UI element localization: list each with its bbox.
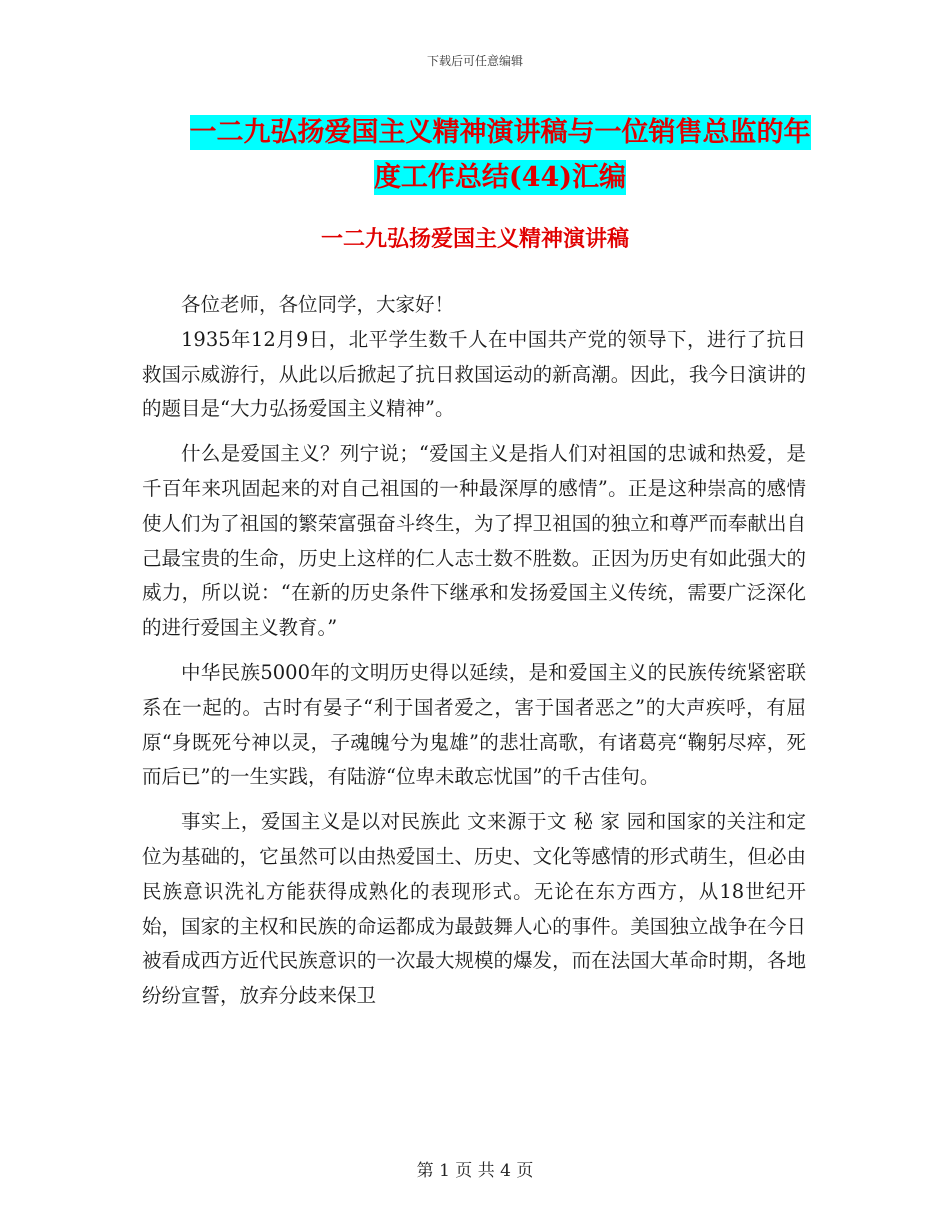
section-heading: 一二九弘扬爱国主义精神演讲稿 [320, 226, 629, 252]
document-title-line-1 [140, 110, 860, 156]
paragraph-4: 事实上，爱国主义是以对民族此 文来源于文 秘 家 园和国家的关注和定位为基础的，它虽然可以由热爱国土、历史、文化等感情的形式萌生，但必由民族意识洗礼方能获得成熟化的表现形式。无论在东方西方，从18世纪开始，国家的主权和民族的命运都成为最鼓舞人心的事件。美国独立战争在今日被看成西方近代民族意识的一次最大规模的爆发，而在法国大革命时期，各地纷纷宣誓，放弃分歧来保卫 [142, 810, 806, 1008]
header-note: 下载后可任意编辑 [426, 54, 523, 68]
paragraph-3: 中华民族5000年的文明历史得以延续，是和爱国主义的民族传统紧密联系在一起的。古时有晏子“利于国者爱之，害于国者恶之”的大声疾呼，有屈原“身既死兮神以灵，子魂魄兮为鬼雄”的悲壮高歌，有诸葛亮“鞠躬尽瘁，死而后已”的一生实践，有陆游“位卑未敢忘忧国”的千古佳句。 [142, 660, 806, 789]
document-title-line-2 [140, 155, 860, 201]
title-highlight-2: 度工作总结(44)汇编 [373, 162, 627, 193]
title-highlight-1: 一二九弘扬爱国主义精神演讲稿与一位销售总监的年 [189, 117, 811, 148]
paragraph-2: 什么是爱国主义？列宁说；“爱国主义是指人们对祖国的忠诚和热爱，是千百年来巩固起来的对自己祖国的一种最深厚的感情”。正是这种崇高的感情使人们为了祖国的繁荣富强奋斗终生，为了捍卫祖国的独立和尊严而奉献出自己最宝贵的生命，历史上这样的仁人志士数不胜数。正因为历史有如此强大的威力，所以说：“在新的历史条件下继承和发扬爱国主义传统，需要广泛深化的进行爱国主义教育。” [142, 442, 806, 640]
page-number: 第 1 页 共 4 页 [416, 1161, 534, 1181]
paragraph-1: 1935年12月9日，北平学生数千人在中国共产党的领导下，进行了抗日救国示威游行，从此以后掀起了抗日救国运动的新高潮。因此，我今日演讲的的题目是“大力弘扬爱国主义精神”。 [142, 327, 806, 421]
paragraph-greeting: 各位老师，各位同学，大家好！ [181, 293, 455, 316]
body-text [142, 288, 806, 1014]
